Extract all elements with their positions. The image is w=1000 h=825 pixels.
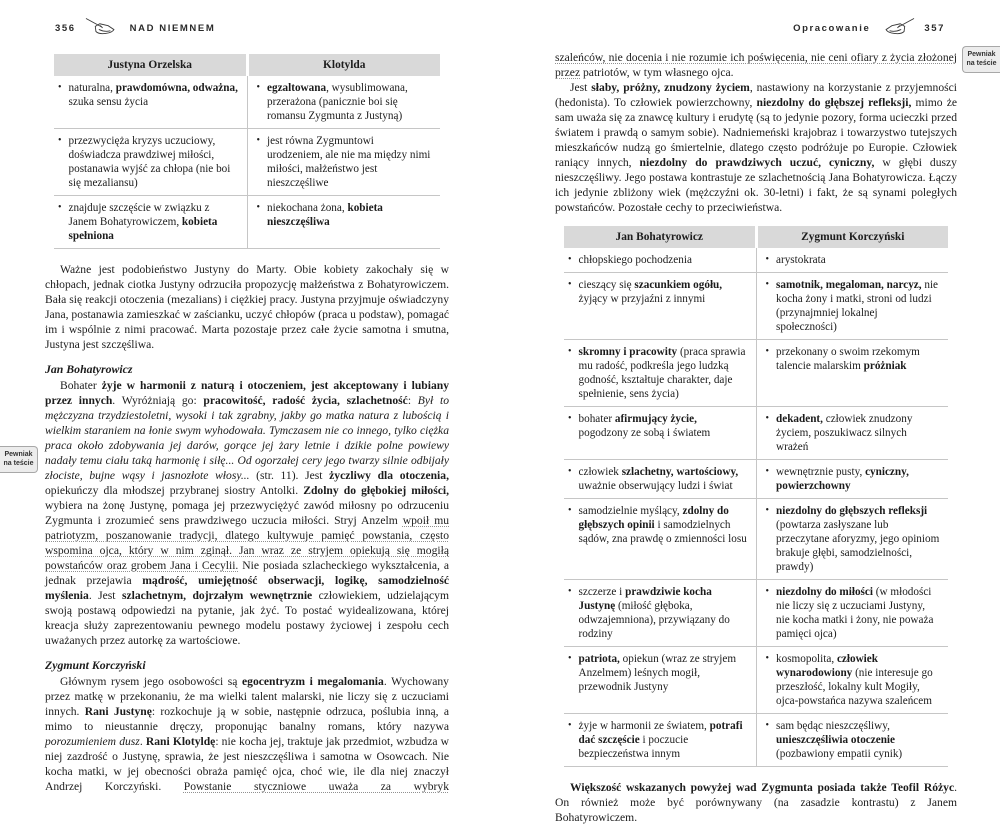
cell-text: chłopskiego pochodzenia	[578, 254, 692, 266]
bullet-marker: •	[568, 413, 572, 424]
cell-text: patriota, opiekun (wraz ze stryjem Anzelmem) leśnych mogił, przewodnik Justyny	[578, 653, 737, 693]
book-title: NAD NIEMNEM	[129, 23, 216, 34]
table-row	[54, 196, 440, 249]
cell-text: sam będąc nieszczęśliwy, unieszczęśliwia otoczenie (pozbawiony empatii cynik)	[776, 720, 903, 760]
cell-text: wewnętrznie pusty, cyniczny, powierzchowny	[776, 466, 909, 492]
cell-text: dekadent, człowiek znudzony życiem, poszukiwacz silnych wrażeń	[776, 413, 913, 453]
cell-text: przezwycięża kryzys uczuciowy, doświadcza prawdziwej miłości, postanawia wyjść za chłopa (nie boi się mezaliansu)	[68, 135, 231, 189]
bullet-marker: •	[568, 254, 572, 265]
cell-text: przekonany o swoim rzekomym talencie malarskim próżniak	[776, 346, 920, 372]
bullet-marker: •	[568, 505, 572, 516]
table-cell	[564, 273, 756, 340]
bullet-marker: •	[58, 82, 62, 93]
table-cell	[756, 580, 948, 647]
table-cell	[564, 407, 756, 460]
table-cell	[564, 580, 756, 647]
comparison-table-justyna-klotylda	[54, 54, 440, 249]
table-cell	[756, 460, 948, 499]
bullet-marker: •	[765, 505, 770, 516]
bullet-marker: •	[256, 82, 261, 93]
bullet-marker: •	[765, 254, 770, 265]
comparison-table-jan-zygmunt	[564, 226, 948, 767]
page-header-right	[793, 16, 945, 41]
table-row	[54, 129, 440, 196]
cell-text: niezdolny do głębszych refleksji (powtarza zasłyszane lub przeczytane aforyzmy, jego opiniom brakuje głębi, samodzielności, prawdy)	[776, 505, 940, 573]
cell-text: znajduje szczęście w związku z Janem Bohatyrowiczem, kobieta spełniona	[68, 202, 218, 242]
bullet-marker: •	[568, 586, 572, 597]
table-cell	[564, 460, 756, 499]
paragraph-zygmunt-slaby: Jest słaby, próżny, znudzony życiem, nastawiony na korzystanie z przyjemności (hedonista). To człowiek powierzchowny, niezdolny do głębszej refleksji, mimo że sam uważa się za znawcę kultury i erudytę (są to jedynie pozory, forma ucieczki przed światem i prawdą o samym sobie). Nadniemeński krajobraz i towarzystwo tutejszych mieszkańców nudzą go śmiertelnie, dlatego często podróżuje po Europie. Człowiek raniący innych, niezdolny do prawdziwych uczuć, cyniczny, w głębi duszy nieszczęśliwy. Jego postawa kontrastuje ze szlachetnością Jana Bohatyrowicza. Łączy ich jedynie zbliżony wiek (mężczyźni ok. 30-letni) i fakt, że są synami poległych powstańców. Pozostałe cechy to przeciwieństwa.	[555, 81, 958, 214]
page-left-content	[45, 50, 449, 794]
tab-label-line2: na teście	[966, 59, 997, 67]
paragraph-zygmunt-korczynski: Głównym rysem jego osobowości są egocentryzm i megalomania. Wychowany przez matkę w przekonaniu, że ma wielki talent malarski, nie liczy się z uczuciami innych. Rani Justynę: rozkochuje ją w sobie, następnie odrzuca, poślubia inną, a mimo to nieustannie dręczy, proponując banalny romans, który nazywa porozumieniem dusz. Rani Klotyldę: nie kocha jej, traktuje jak przedmiot, wzbudza w niej zazdrość o Justynę, sprawia, że jest nieszczęśliwa i samotna w Osowcach. Nie kocha matki, w jej obecności obraża pamięć ojca, choć wie, ile dla niej znaczył Andrzej Korczyński. Powstanie styczniowe uważa za wybryk	[45, 675, 449, 793]
cell-text: niekochana żona, kobieta nieszczęśliwa	[267, 202, 383, 228]
pewniak-na-tescie-tab	[0, 446, 38, 473]
cell-text: szczerze i prawdziwie kocha Justynę (miłość głęboka, odwzajemniona), przywiązany do rodziny	[578, 586, 730, 640]
bullet-marker: •	[58, 135, 62, 146]
cell-text: naturalna, prawdomówna, odważna, szuka sensu życia	[68, 82, 238, 108]
table-cell	[756, 248, 948, 273]
table-row	[564, 580, 948, 647]
table-cell	[564, 499, 756, 580]
section-title: Opracowanie	[793, 23, 871, 34]
spacer	[555, 215, 957, 222]
bullet-marker: •	[568, 346, 572, 357]
table-cell	[756, 714, 948, 767]
bullet-marker: •	[765, 466, 770, 477]
tab-label-line2: na teście	[3, 459, 34, 467]
cell-text: kosmopolita, człowiek wynarodowiony (nie interesuje go przeszłość, lokalny kult Mogiły, ojca-powstańca nazywa szaleńcem	[776, 653, 933, 707]
table-cell	[54, 196, 247, 249]
bullet-marker: •	[568, 466, 572, 477]
table-cell	[564, 714, 756, 767]
cell-text: żyje w harmonii ze światem, potrafi dać szczęście i poczucie bezpieczeństwa innym	[578, 720, 743, 760]
bullet-marker: •	[765, 279, 770, 290]
book-page-right	[500, 0, 1000, 824]
table-cell	[247, 196, 440, 249]
bullet-marker: •	[765, 586, 770, 597]
table-cell	[756, 340, 948, 407]
table-cell	[247, 129, 440, 196]
table-cell	[54, 76, 247, 129]
bullet-marker: •	[765, 720, 770, 731]
bullet-marker: •	[765, 346, 770, 357]
bullet-marker: •	[765, 413, 770, 424]
bullet-marker: •	[568, 720, 572, 731]
table-cell	[756, 647, 948, 714]
paragraph-teofil-rozyc: Większość wskazanych powyżej wad Zygmunta posiada także Teofil Różyc. On również może być porównywany (na zasadzie kontrastu) z Janem Bohatyrowiczem.	[555, 781, 957, 824]
table-row	[564, 460, 948, 499]
cell-text: człowiek szlachetny, wartościowy, uważnie obserwujący ludzi i świat	[578, 466, 739, 492]
table-cell	[564, 340, 756, 407]
page-number: 356	[55, 23, 76, 34]
table-cell	[756, 407, 948, 460]
table-cell	[247, 76, 440, 129]
table-cell	[564, 647, 756, 714]
table-row	[564, 714, 948, 767]
page-header-left	[55, 16, 215, 41]
paragraph-continuation: szaleńców, nie docenia i nie rozumie ich poświęcenia, nie ceni ofiary z życia złożonej przez patriotów, w tym własnego ojca.	[555, 51, 957, 79]
table-row	[564, 340, 948, 407]
cell-text: samotnik, megaloman, narcyz, nie kocha żony i matki, stroni od ludzi (przynajmniej lokalnej społeczności)	[776, 279, 939, 333]
bullet-marker: •	[568, 279, 572, 290]
column-header: Jan Bohatyrowicz	[564, 226, 756, 248]
cell-text: arystokrata	[776, 254, 826, 266]
paragraph-marta-comparison: Ważne jest podobieństwo Justyny do Marty. Obie kobiety zakochały się w chłopach, jednak ciotka Justyny odrzuciła propozycję małżeństwa z Bohatyrowiczem. Bała się reakcji otoczenia (mezalians) i ciężkiej pracy. Justyna przyjmuje oświadczyny Jana, postanawia zamieszkać w zaścianku, uczyć chłopów (praca u podstaw), pomagać im i wspólnie z nimi pracować. Marta pozostaje przez całe życie samotna i smutna, Justyna jest szczęśliwa.	[45, 263, 449, 351]
tab-label-line1: Pewniak	[967, 51, 996, 58]
table-cell	[54, 129, 247, 196]
table-header-row	[54, 54, 440, 76]
table-header-row	[564, 226, 948, 248]
column-header: Justyna Orzelska	[54, 54, 247, 76]
bullet-marker: •	[765, 653, 770, 664]
boat-sketch-icon	[85, 16, 121, 41]
table-row	[564, 407, 948, 460]
column-header: Zygmunt Korczyński	[756, 226, 948, 248]
cell-text: bohater afirmujący życie, pogodzony ze sobą i światem	[578, 413, 711, 439]
pewniak-na-tescie-tab	[962, 46, 1000, 73]
bullet-marker: •	[58, 202, 62, 213]
page-right-content	[555, 50, 957, 825]
page-number: 357	[924, 23, 945, 34]
section-heading-jan-bohatyrowicz: Jan Bohatyrowicz	[45, 362, 133, 376]
cell-text: cieszący się szacunkiem ogółu, żyjący w przyjaźni z innymi	[578, 279, 723, 305]
cell-text: samodzielnie myślący, zdolny do głębszych opinii i samodzielnych sądów, zna prawdę o zmienności losu	[578, 505, 747, 545]
cell-text: skromny i pracowity (praca sprawia mu radość, podkreśla jego ludzką godność, kształtuje charakter, daje spełnienie, sens życia)	[578, 346, 746, 400]
bullet-marker: •	[568, 653, 572, 664]
paragraph-jan-bohatyrowicz: Bohater żyje w harmonii z naturą i otoczeniem, jest akceptowany i lubiany przez innych. Wyróżniają go: pracowitość, radość życia, szlachetność: Był to mężczyzna trzydziestoletni, wysoki i tak zgrabny, jakby go matka natura z lubością i wielkim staraniem na łonie swym wyhodowała. Tymczasem nie co innego, tylko ciężka praca około zdobywania jej darów, gorące jej żary letnie i dzikie polne powiewy nadały temu ciału taką harmonię i siłę... Od ogorzałej cery jego twarzy silnie odbijały złociste, bujne wąsy i jasnozłote włosy... (str. 11). Jest życzliwy dla otoczenia, opiekuńczy dla młodszej przybranej siostry Antolki. Zdolny do głębokiej miłości, wybiera na żonę Justynę, pomaga jej przezwyciężyć zawód miłosny po odrzuceniu Zygmunta i zrozumieć sens prawdziwego uczucia miłości. Stryj Anzelm wpoił mu patriotyzm, poszanowanie tradycji, dlatego kultywuje pamięć powstania, często wspomina ojca, który w nim zginął. Jan wraz ze stryjem opiekują się mogiłą powstańców oraz grobem Jana i Cecylii. Nie posiada szlacheckiego wykształcenia, a jednak przejawia mądrość, umiejętność obserwacji, logikę, samodzielność myślenia. Jest szlachetnym, dojrzałym wewnętrznie człowiekiem, udzielającym swoją postawą odpowiedzi na pytanie, jak żyć. To postać wyidealizowana, której kreacja służy zaprezentowaniu pewnego modelu postawy życiowej i zespołu cech uważanych przez autorkę za wartościowe.	[45, 379, 450, 647]
column-header: Klotylda	[247, 54, 440, 76]
tab-label-line1: Pewniak	[4, 451, 33, 458]
cell-text: jest równa Zygmuntowi urodzeniem, ale nie ma między nimi miłości, małżeństwo jest nieszczęśliwe	[267, 135, 431, 189]
table-row	[564, 499, 948, 580]
cell-text: niezdolny do miłości (w młodości nie liczy się z uczuciami Justyny, nie kocha matki i żony, nie poważa pamięci ojca)	[776, 586, 934, 640]
table-row	[564, 647, 948, 714]
section-heading-zygmunt-korczynski: Zygmunt Korczyński	[45, 658, 146, 672]
table-cell	[564, 248, 756, 273]
bullet-marker: •	[256, 202, 261, 213]
table-row	[564, 273, 948, 340]
cell-text: egzaltowana, wysublimowana, przerażona (panicznie boi się romansu Zygmunta z Justyną)	[267, 82, 408, 122]
table-cell	[756, 499, 948, 580]
table-row	[54, 76, 440, 129]
book-page-left	[0, 0, 500, 793]
boat-sketch-icon	[879, 16, 915, 41]
table-cell	[756, 273, 948, 340]
bullet-marker: •	[256, 135, 261, 146]
table-row	[564, 248, 948, 273]
